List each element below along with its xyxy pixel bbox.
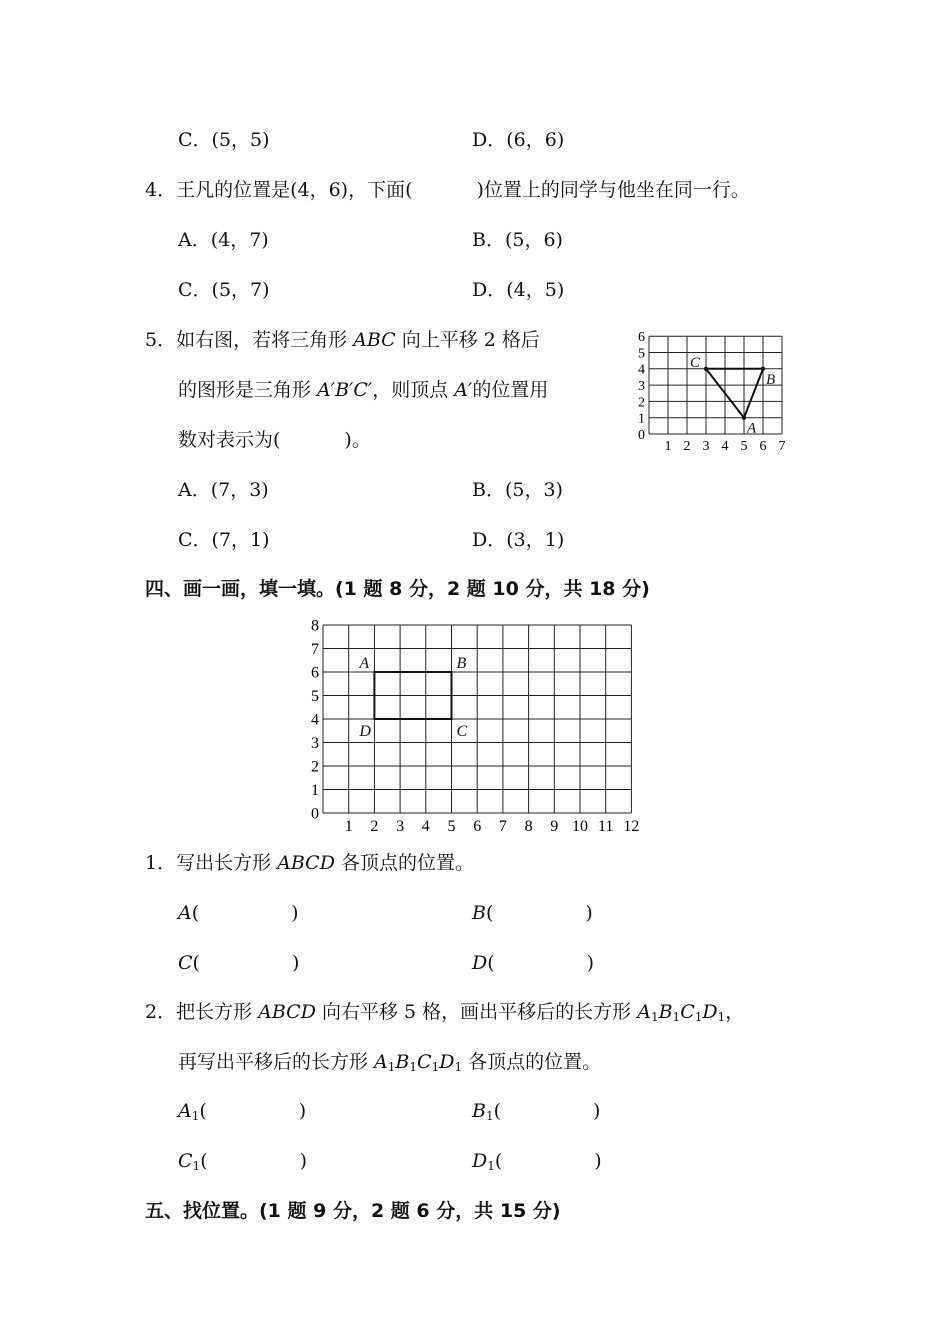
vertex-label-a: A [359,655,370,672]
vertex-label-d: D [359,723,371,740]
y-tick-label: 4 [311,711,319,729]
q3-option-d: D．(6，6) [472,129,565,151]
answer-d-label: D [472,952,488,974]
vertex-label-b: B [766,371,776,388]
y-tick-label: 0 [638,427,645,443]
q5-line2 [178,381,548,400]
answer-d-open: ( [487,952,495,974]
x-tick-label: 2 [370,818,379,835]
s4-q2-line2-rect: $A_1B_1C_1D_1$ [374,1051,463,1074]
x-tick-label: 4 [421,818,430,835]
q3-option-c: C．(5，5) [178,129,270,151]
q5-line3-pre: 数对表示为( [178,429,281,451]
y-tick-label: 2 [311,758,319,776]
vertex-label-c: C [690,354,701,371]
answer-d1: $D_1$( ) [472,1150,602,1173]
x-tick-label: 6 [759,439,767,454]
q4-question-prefix: 4．王凡的位置是(4，6)，下面( [145,179,413,201]
q5-coordinate-grid [630,325,800,455]
answer-c-open: ( [192,952,200,974]
answer-b-close: ) [585,902,593,924]
y-tick-label: 5 [311,688,319,706]
x-tick-label: 1 [344,818,353,835]
y-tick-label: 4 [638,362,645,378]
q5-line1-pre: 5．如右图，若将三角形 [145,329,354,351]
x-tick-label: 9 [550,818,559,835]
s4-q2-line2-pre: 再写出平移后的长方形 [178,1051,375,1073]
x-tick-label: 4 [721,439,729,454]
q5-line2-var: A′B′C′ [317,379,373,401]
answer-a-open: ( [191,902,200,924]
q5-line3 [178,431,371,450]
q4-question-suffix: )位置上的同学与他坐在同一行。 [476,179,750,201]
x-tick-label: 2 [683,439,691,454]
answer-a1: $A_1$( ) [178,1100,307,1123]
vertex-point-a [742,416,746,420]
answer-d-close: ) [586,952,595,974]
q4-option-d: D．(4，5) [472,279,565,301]
q5-line1-var: ABC [353,329,396,351]
y-tick-label: 6 [311,664,319,682]
x-tick-label: 3 [396,818,405,835]
vertex-label-a: A [747,420,757,437]
answer-c1: $C_1$( ) [178,1150,308,1173]
y-tick-label: 3 [311,735,319,753]
section4-heading: 四、画一画，填一填。(1 题 8 分，2 题 10 分，共 18 分) [145,578,650,600]
answer-b1: $B_1$( ) [472,1100,601,1123]
answer-c [178,954,299,973]
q5-line2-post: 的位置用 [472,379,549,401]
s4-q1-post: 各顶点的位置。 [334,852,474,874]
y-tick-label: 3 [638,379,645,394]
y-tick-label: 1 [311,782,319,800]
s4-q2-line1: 2．把长方形 ABCD 向右平移 5 格，画出平移后的长方形 $A_1B_1C_1D_1$， [145,1001,745,1024]
answer-b-label: B [472,902,486,924]
answer-a [178,904,299,923]
q5-line2-var2: A′ [454,379,473,401]
answer-d [472,954,594,973]
x-tick-label: 5 [447,818,456,835]
x-tick-label: 6 [473,818,482,835]
y-tick-label: 6 [638,330,645,346]
q5-option-c: C．(7，1) [178,529,270,551]
s4-q2-line1-rect: $A_1B_1C_1D_1$ [637,1001,726,1024]
x-tick-label: 7 [498,818,507,835]
q5-option-a: A．(7，3) [178,479,269,501]
vertex-point-c [704,367,708,371]
q5-line2-mid: ，则顶点 [372,379,455,401]
q5-option-d: D．(3，1) [472,529,565,551]
x-tick-label: 7 [778,439,786,454]
answer-a-close: ) [291,902,299,924]
answer-c-label: C [178,952,193,974]
triangle-abc [706,369,763,418]
y-tick-label: 5 [638,346,645,362]
answer-c-close: ) [291,952,300,974]
rectangle-coordinate-grid [295,613,655,838]
vertex-label-b: B [456,655,467,672]
x-tick-label: 3 [702,439,710,454]
x-tick-label: 5 [740,439,748,454]
y-tick-label: 0 [311,805,319,823]
s4-q1-var: ABCD [277,852,335,874]
q4-question [145,181,750,200]
answer-b [472,904,593,923]
answer-b-open: ( [485,902,494,924]
vertex-point-b [761,367,765,371]
section5-heading: 五、找位置。(1 题 9 分，2 题 6 分，共 15 分) [145,1200,561,1222]
s4-q2-line2 [178,1053,601,1073]
q4-option-b: B．(5，6) [472,229,563,251]
q4-option-c: C．(5，7) [178,279,270,301]
x-tick-label: 12 [623,818,640,835]
s4-q2-line1-var: ABCD [258,1001,316,1023]
vertex-label-c: C [456,723,468,740]
q5-line1 [145,331,540,350]
q4-option-a: A．(4，7) [178,229,269,251]
q5-line1-post: 向上平移 2 格后 [395,329,540,351]
q5-line2-pre: 的图形是三角形 [178,379,318,401]
q5-option-b: B．(5，3) [472,479,563,501]
x-tick-label: 8 [524,818,533,835]
x-tick-label: 1 [664,439,672,454]
y-tick-label: 2 [638,395,645,411]
s4-q2-line2-post: 各顶点的位置。 [462,1051,602,1073]
y-tick-label: 1 [638,411,645,427]
s4-q1-pre: 1．写出长方形 [145,852,278,874]
s4-q2-line1-post: 向右平移 5 格，画出平移后的长方形 [315,1001,638,1023]
q5-line3-post: )。 [344,429,371,451]
x-tick-label: 11 [597,818,614,835]
x-tick-label: 10 [572,818,588,835]
answer-a-label: A [178,902,192,924]
y-tick-label: 8 [311,617,319,635]
s4-q2-line1-pre: 2．把长方形 [145,1001,259,1023]
s4-q1-question [145,854,474,873]
y-tick-label: 7 [311,641,319,659]
